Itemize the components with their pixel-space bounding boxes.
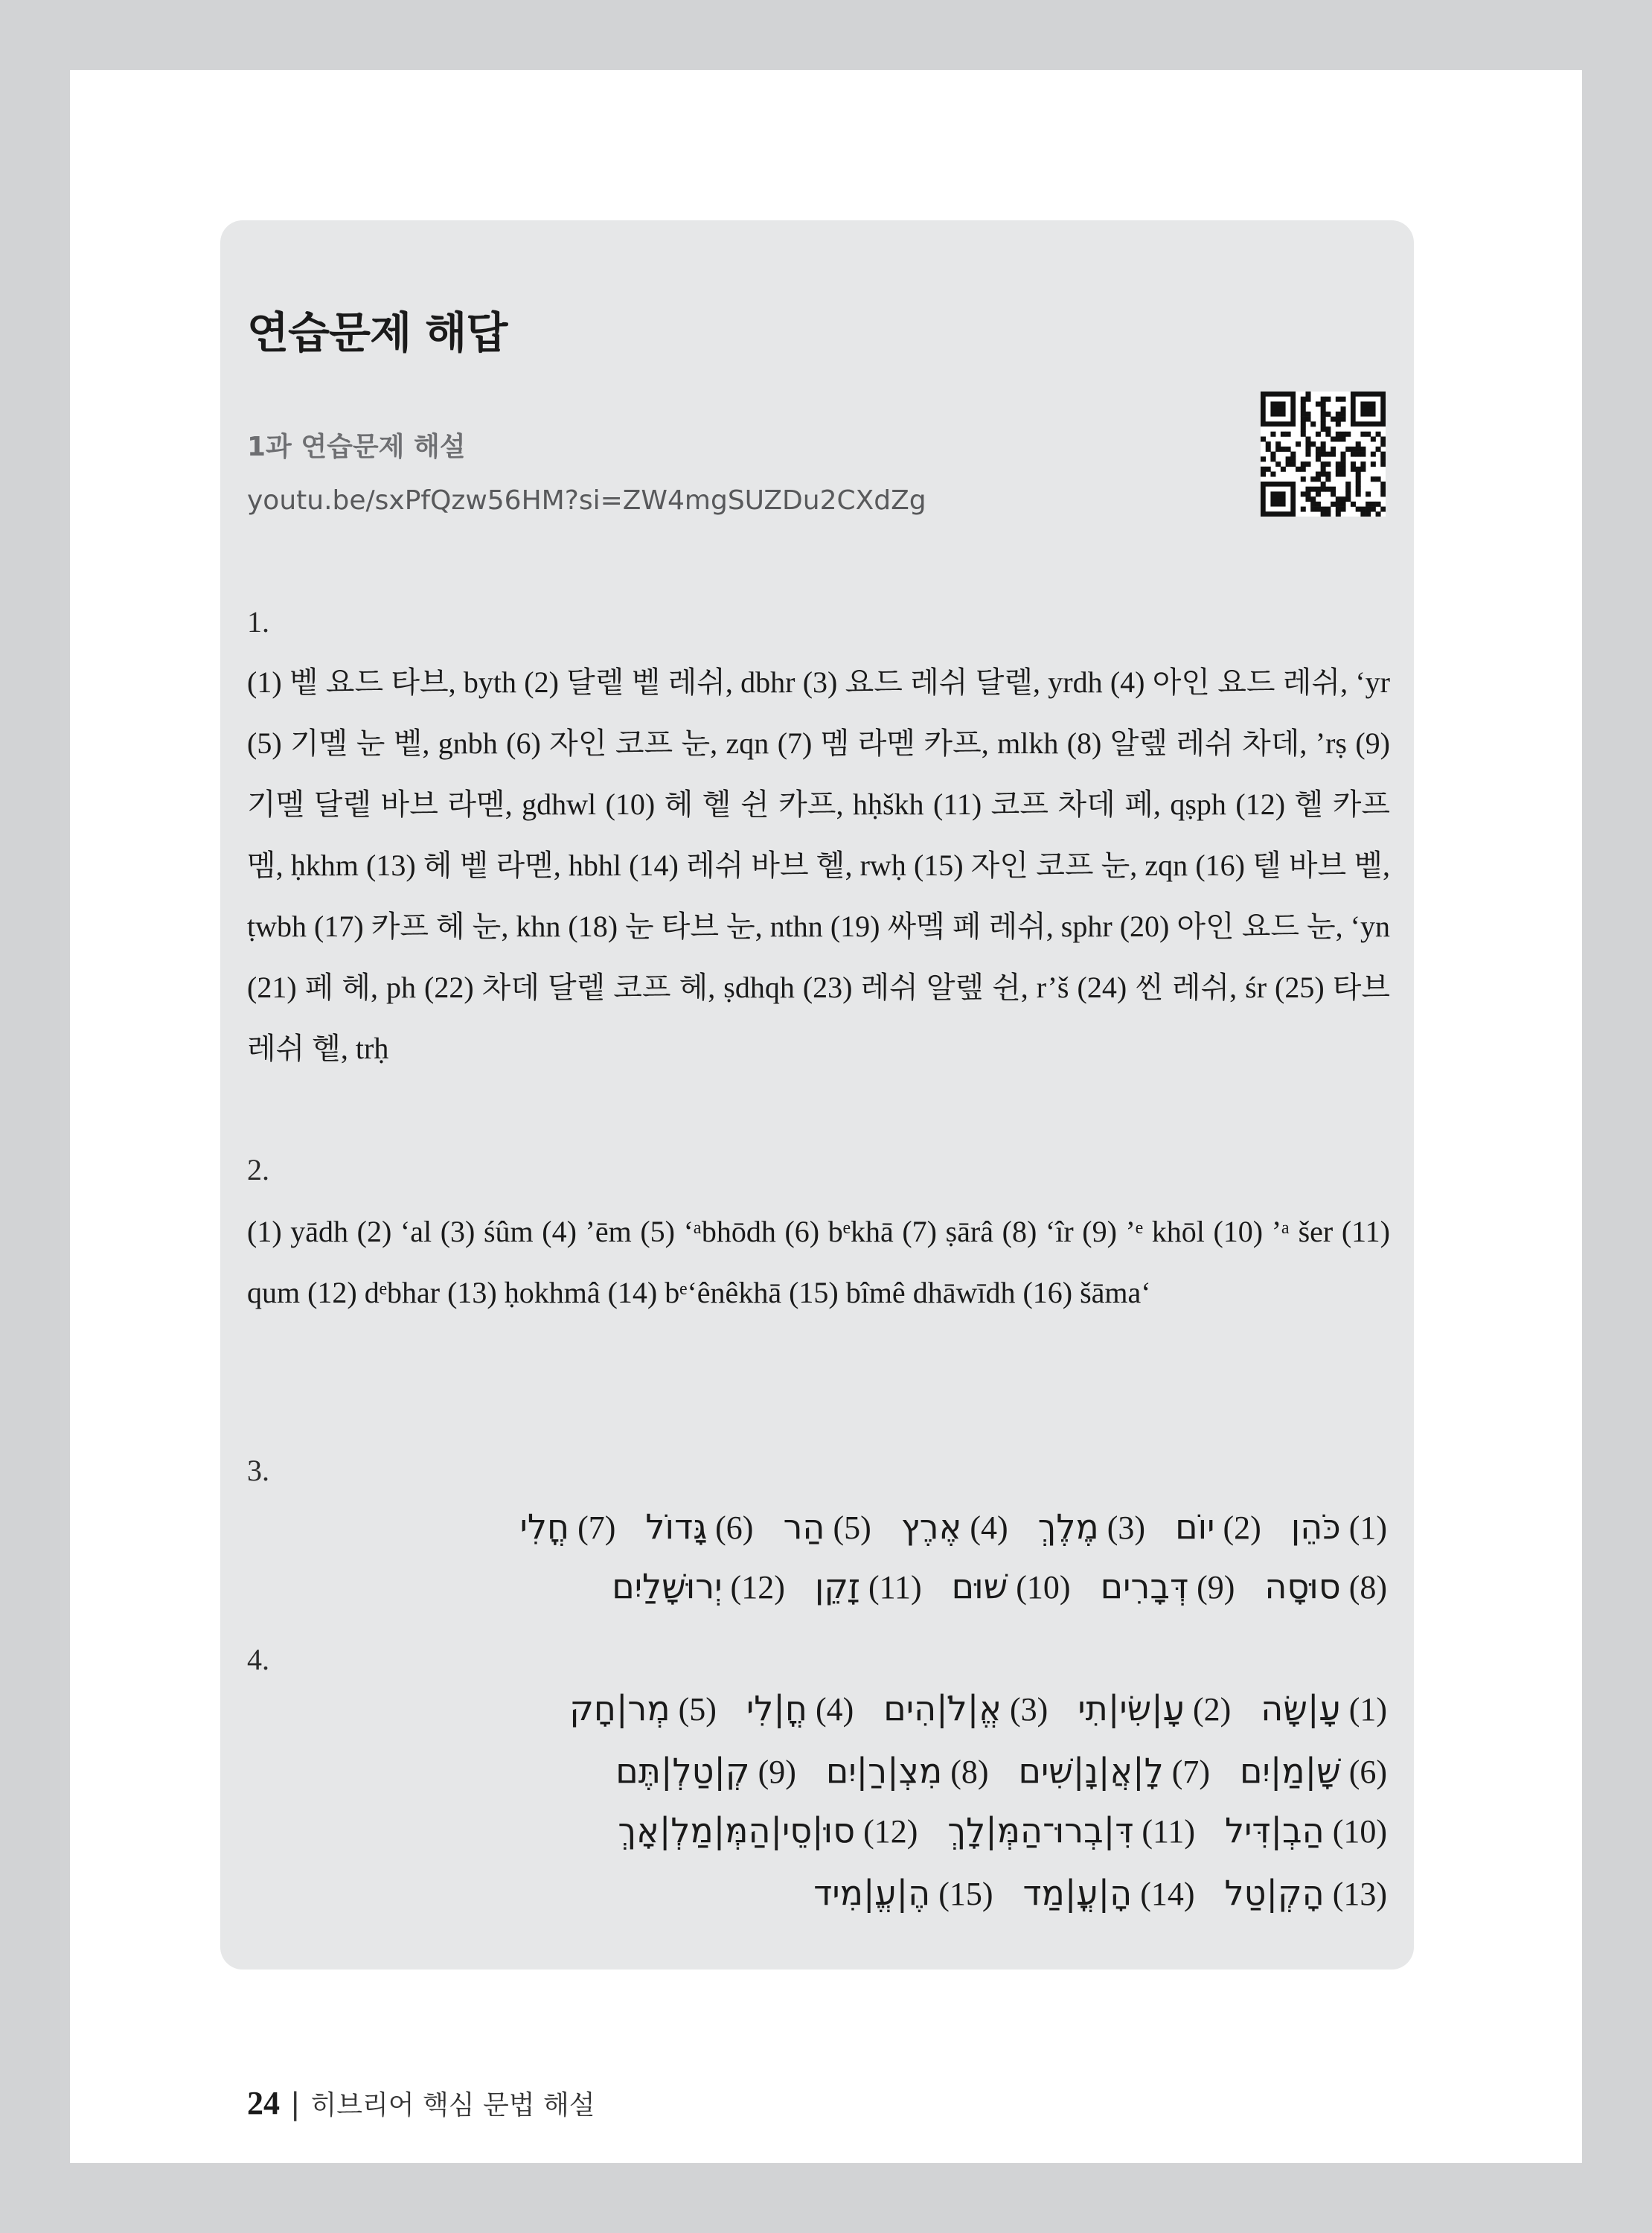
hebrew-answer-item — [825, 1751, 989, 1791]
hebrew-answer-item — [1225, 1810, 1387, 1850]
item-number: (2) — [1184, 1691, 1232, 1728]
hebrew-word: עָ|שָׂה — [1261, 1688, 1341, 1728]
hebrew-answer-item — [1078, 1688, 1232, 1728]
hebrew-word: הֶ|עֱ|מִיד — [813, 1873, 931, 1913]
item-number: (1) — [1340, 1691, 1387, 1728]
item-number: (5) — [825, 1510, 871, 1546]
hebrew-answer-item — [1224, 1873, 1387, 1913]
section-4-line-1 — [540, 1688, 1387, 1728]
hebrew-word: יוֹם — [1175, 1507, 1215, 1547]
item-number: (7) — [1163, 1754, 1211, 1790]
item-number: (11) — [859, 1569, 922, 1606]
section-3-number: 3. — [247, 1454, 269, 1487]
hebrew-word: זָקֵן — [814, 1566, 860, 1606]
lesson-label: 1과 연습문제 해설 — [247, 432, 466, 462]
item-number: (10) — [1324, 1813, 1387, 1850]
hebrew-answer-item — [1022, 1873, 1195, 1913]
hebrew-answer-item — [645, 1507, 754, 1547]
hebrew-word: אֱ|לֹ|הִים — [883, 1688, 1002, 1728]
hebrew-answer-item — [1290, 1507, 1387, 1547]
hebrew-word: חֳלִי — [519, 1507, 570, 1547]
item-number: (6) — [707, 1510, 754, 1546]
hebrew-answer-item — [746, 1688, 854, 1728]
item-number: (11) — [1133, 1813, 1195, 1850]
hebrew-word: אֶרֶץ — [900, 1507, 962, 1547]
hebrew-word: דִּ|בְרוּ־הַמְּ|לָךְ — [947, 1810, 1134, 1850]
item-number: (10) — [1008, 1569, 1071, 1606]
item-number: (8) — [1340, 1569, 1387, 1606]
item-number: (4) — [807, 1691, 854, 1728]
item-number: (9) — [749, 1754, 796, 1790]
footer-separator: | — [290, 2087, 301, 2121]
item-number: (3) — [1002, 1691, 1048, 1728]
hebrew-word: דְּבָרִים — [1100, 1566, 1189, 1606]
hebrew-answer-item — [519, 1507, 616, 1547]
section-4-number: 4. — [247, 1643, 269, 1676]
hebrew-word: הָקְ|טַל — [1224, 1873, 1325, 1913]
section-4-line-4 — [784, 1873, 1387, 1913]
hebrew-word: הַר — [783, 1507, 825, 1547]
hebrew-word: שָׁ|מַ|יִם — [1240, 1751, 1341, 1791]
hebrew-answer-item — [1175, 1507, 1261, 1547]
page-title: 연습문제 해답 — [247, 307, 508, 358]
hebrew-answer-item — [615, 1751, 796, 1791]
hebrew-answer-item — [618, 1810, 918, 1850]
item-number: (4) — [961, 1510, 1008, 1546]
hebrew-word: חֳ|לִי — [746, 1688, 807, 1728]
section-2-text: (1) yādh (2) ‘al (3) śûm (4) ’ēm (5) ‘ᵃbhōdh (6) bᵉkhā (7) ṣārâ (8) ‘îr (9) ’ᵉ khōl (10) ’ᵃ šer (11) qum (12) dᵉbhar (13) ḥokhmâ (14) bᵉ‘ênêkhā (15) bîmê dhāwīdh (16) šāma‘ — [247, 1215, 1390, 1309]
item-number: (12) — [855, 1813, 918, 1850]
hebrew-answer-item — [883, 1688, 1048, 1728]
item-number: (7) — [569, 1510, 616, 1546]
hebrew-answer-item — [814, 1566, 922, 1606]
section-1-text: (1) 벹 요드 타브, byth (2) 달렡 벹 레쉬, dbhr (3) 요드 레쉬 달렡, yrdh (4) 아인 요드 레쉬, ‘yr (5) 기멜 눈 벹, gnbh (6) 자인 코프 눈, zqn (7) 멤 라멛 카프, mlkh (8) 알렢 레쉬 차데, ’rṣ (9) 기멜 달렡 바브 라멛, gdhwl (10) 헤 헽 쉰 카프, hḥškh (11) 코프 차데 페, qṣph (12) 헽 카프 멤, ḥkhm (13) 헤 벹 라멛, hbhl (14) 레쉬 바브 헽, rwḥ (15) 자인 코프 눈, zqn (16) 텥 바브 벹, ṭwbh (17) 카프 헤 눈, khn (18) 눈 타브 눈, nthn (19) 싸멬 페 레쉬, sphr (20) 아인 요드 눈, ‘yn (21) 페 헤, ph (22) 차데 달렡 코프 헤, ṣdhqh (23) 레쉬 알렢 쉰, r’š (24) 씬 레쉬, śr (25) 타브 레쉬 헽, trḥ — [247, 665, 1390, 1065]
hebrew-answer-item — [900, 1507, 1008, 1547]
hebrew-answer-item — [1264, 1566, 1387, 1606]
video-url[interactable]: youtu.be/sxPfQzw56HM?si=ZW4mgSUZDu2CXdZg — [247, 485, 926, 516]
hebrew-word: מִצְ|רַ|יִם — [825, 1751, 943, 1791]
item-number: (6) — [1340, 1754, 1387, 1790]
hebrew-answer-item — [947, 1810, 1195, 1850]
hebrew-word: לָ|אֲ|נָ|שִׁים — [1018, 1751, 1164, 1791]
hebrew-answer-item — [612, 1566, 785, 1606]
hebrew-answer-item — [1100, 1566, 1235, 1606]
section-3-line-2 — [582, 1566, 1387, 1606]
item-number: (2) — [1214, 1510, 1261, 1546]
hebrew-word: שׁוּם — [951, 1566, 1008, 1606]
item-number: (9) — [1188, 1569, 1235, 1606]
hebrew-word: מְר|חָק — [569, 1688, 670, 1728]
book-title: 히브리어 핵심 문법 해설 — [310, 2090, 595, 2121]
hebrew-word: סוּסָה — [1264, 1566, 1341, 1606]
item-number: (1) — [1340, 1510, 1387, 1546]
item-number: (3) — [1098, 1510, 1146, 1546]
section-3-line-1 — [490, 1507, 1387, 1547]
section-2-number: 2. — [247, 1153, 269, 1186]
hebrew-word: יְרוּשָׁלַיִם — [612, 1566, 723, 1606]
page-number: 24 — [247, 2085, 280, 2121]
hebrew-answer-item — [1261, 1688, 1387, 1728]
hebrew-answer-item — [951, 1566, 1071, 1606]
section-1-number: 1. — [247, 605, 269, 639]
hebrew-word: מֶלֶךְ — [1037, 1507, 1099, 1547]
qr-code-icon[interactable] — [1261, 392, 1386, 517]
section-4-line-2 — [586, 1751, 1387, 1791]
hebrew-answer-item — [1240, 1751, 1387, 1791]
item-number: (15) — [930, 1876, 993, 1912]
hebrew-answer-item — [1037, 1507, 1146, 1547]
hebrew-word: גָּדוֹל — [645, 1507, 708, 1547]
hebrew-word: הָ|עֳ|מַד — [1022, 1873, 1133, 1913]
hebrew-word: קְ|טַלְ|תֶּם — [615, 1751, 750, 1791]
hebrew-word: סוּ|סֵי|הַמְּ|מַלְ|אָךְ — [618, 1810, 856, 1850]
hebrew-word: הַבְ|דִּיל — [1225, 1810, 1325, 1850]
section-4-line-3 — [588, 1810, 1387, 1850]
item-number: (13) — [1324, 1876, 1387, 1912]
hebrew-word: כֹּהֵן — [1290, 1507, 1341, 1547]
item-number: (8) — [942, 1754, 989, 1790]
hebrew-answer-item — [813, 1873, 993, 1913]
page-footer — [247, 2084, 595, 2122]
item-number: (5) — [670, 1691, 717, 1728]
item-number: (14) — [1132, 1876, 1195, 1912]
hebrew-word: עָ|שִׂי|תִי — [1078, 1688, 1185, 1728]
hebrew-answer-item — [1018, 1751, 1211, 1791]
hebrew-answer-item — [569, 1688, 717, 1728]
hebrew-answer-item — [783, 1507, 871, 1547]
item-number: (12) — [722, 1569, 785, 1606]
